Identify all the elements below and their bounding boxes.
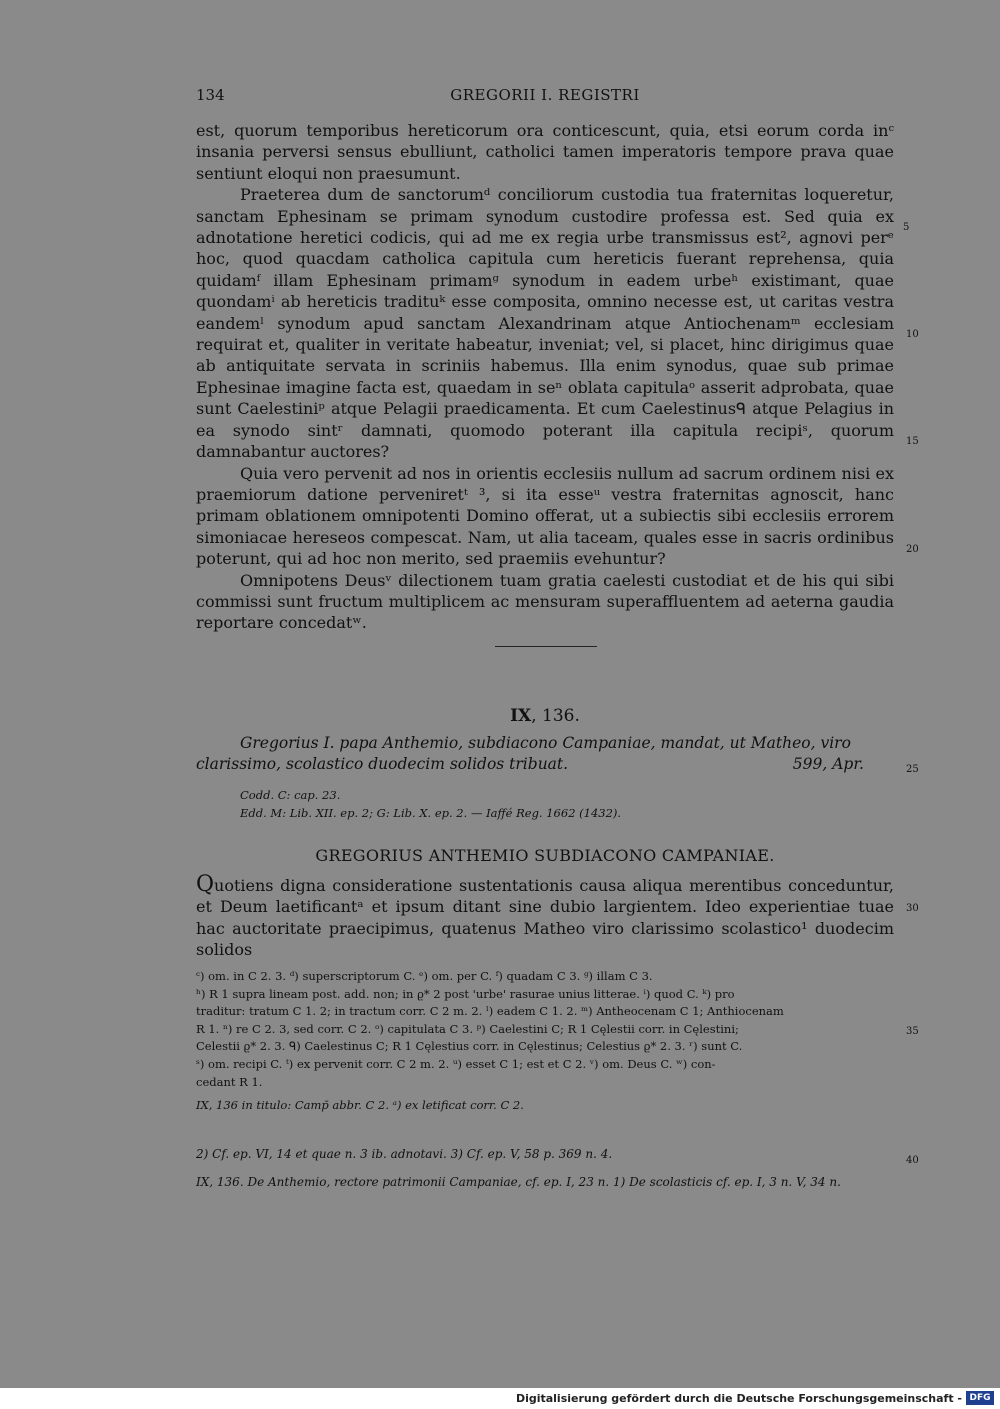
paragraph: Omnipotens Deusᵛ dilectionem tuam gratia caelesti custodiat et de his qui sibi commissi sunt fructum multiplicem ac mensuram superaffluentem ad aeterna gaudia reportare concedatʷ. [196,570,894,633]
line-number: 35 [906,1026,919,1037]
epistle-date: 599, Apr. [792,755,864,773]
codices-line: Codd. C: cap. 23. [240,788,341,802]
apparatus-line: traditur: tratum C 1. 2; in tractum corr. C 2 m. 2. ˡ) eadem C 1. 2. ᵐ) Antheocenam C 1; Anthiocenam [196,1004,784,1019]
line-number: 5 [903,222,910,233]
funding-credit: Digitalisierung gefördert durch die Deutsche Forschungsgemeinschaft - [515,1392,962,1405]
epistle-heading [196,706,894,726]
summary-line: clarissimo, scolastico duodecim solidos tribuat. [196,755,569,773]
page-number: 134 [196,86,225,104]
line-number: 40 [906,1155,919,1166]
letter-address: GREGORIUS ANTHEMIO SUBDIACONO CAMPANIAE. [315,846,775,865]
apparatus-title-note: IX, 136 in titulo: Camp̄ abbr. C 2. ᵃ) ex letificat corr. C 2. [196,1098,524,1113]
manuscript-info [240,786,621,822]
letter-continuation [196,120,894,634]
footnotes [196,1146,894,1201]
footnote: IX, 136. De Anthemio, rectore patrimonii Campaniae, cf. ep. I, 23 n. 1) De scolasticis cf. ep. I, 3 n. V, 34 n. [196,1174,841,1189]
editions-line: Edd. M: Lib. XII. ep. 2; G: Lib. X. ep. 2. — Iaffé Reg. 1662 (1432). [240,806,622,820]
line-number: 15 [906,436,919,447]
apparatus-line: ʰ) R 1 supra lineam post. add. non; in ϱ* 2 post 'urbe' rasurae unius litterae. ⁱ) quod C. ᵏ) pro [196,986,735,1001]
line-number: 20 [906,544,919,555]
epistle-summary [196,733,894,775]
paragraph: Quia vero pervenit ad nos in orientis ecclesiis nullum ad sacrum ordinem nisi ex praemiorum datione perveniretᵗ ³, si ita esseᵘ vestra fraternitas agnoscit, hanc primam oblationem omnipotenti Domino offerat, ut a subiectis sibi ecclesiis errorem simoniacae hereseos compescat. Nam, ut alia taceam, quales esse in sacris ordinibus poterunt, qui ad hoc non merito, sed praemiis evehuntur? [196,463,894,569]
paragraph: est, quorum temporibus hereticorum ora conticescunt, quia, etsi eorum corda inᶜ insania perversi sensus ebulliunt, catholici tamen imperatoris tempore prava quae sentiunt eloqui non praesumunt. [196,121,894,183]
footnote: 2) Cf. ep. VI, 14 et quae n. 3 ib. adnotavi. 3) Cf. ep. V, 58 p. 369 n. 4. [196,1147,613,1161]
apparatus-line: ᶜ) om. in C 2. 3. ᵈ) superscriptorum C. ᵉ) om. per C. ᶠ) quadam C 3. ᵍ) illam C 3. [196,969,653,983]
critical-apparatus [196,968,894,1115]
apparatus-line: R 1. ⁿ) re C 2. 3, sed corr. C 2. ᵒ) capitulata C 3. ᵖ) Caelestini C; R 1 Cęlestii corr. in Cęlestini; [196,1021,739,1036]
letter-text [196,874,894,961]
page-header [196,86,894,108]
apparatus-line: cedant R 1. [196,1074,263,1089]
line-number: 10 [906,329,919,340]
digitization-footer [0,1388,1000,1409]
summary-line: Gregorius I. papa Anthemio, subdiacono Campaniae, mandat, ut Matheo, viro [240,734,851,752]
dfg-logo: DFG [966,1391,994,1405]
running-title: GREGORII I. REGISTRI [450,86,640,104]
line-number: 30 [906,903,919,914]
epistle-book: IX [510,706,532,726]
line-number: 25 [906,764,919,775]
apparatus-line: ˢ) om. recipi C. ᵗ) ex pervenit corr. C 2 m. 2. ᵘ) esset C 1; est et C 2. ᵛ) om. Deus C. ʷ) con- [196,1056,716,1071]
drop-initial: Q [196,872,215,897]
epistle-number: , 136. [531,706,580,726]
letter-body: uotiens digna consideratione sustentationis causa aliqua merentibus conceduntur, et Deum laetificantᵃ et ipsum ditant sine dubio largientem. Ideo experientiae tuae hac auctoritate praecipimus, quatenus Matheo viro clarissimo scolastico¹ duodecim solidos [196,876,894,960]
paragraph: Praeterea dum de sanctorumᵈ conciliorum custodia tua fraternitas loqueretur, sanctam Ephesinam se primam synodum custodire professa est. Sed quia ex adnotatione heretici codicis, qui ad me ex regia urbe transmissus est², agnovi perᵉ hoc, quod quacdam catholica capitula cum hereticis fuerant reprehensa, quia quidamᶠ illam Ephesinam primamᵍ synodum in eadem urbeʰ existimant, quae quondamⁱ ab hereticis tradituᵏ esse composita, omnino necesse est, ut caritas vestra eandemˡ synodum apud sanctam Alexandrinam atque Antiochenamᵐ ecclesiam requirat et, qualiter in veritate habeatur, inveniat; vel, si placet, hinc dirigimus quae ab antiquitate servata in scriniis habemus. Illa enim synodus, quae sub primae Ephesinae imagine facta est, quaedam in seⁿ oblata capitulaᵒ asserit adprobata, quae sunt Caelestiniᵖ atque Pelagii praedicamenta. Et cum Caelestinusᑫ atque Pelagius in ea synodo sintʳ damnati, quomodo poterant illa capitula recipiˢ, quorum damnabantur auctores? [196,185,894,462]
section-divider [495,646,597,647]
apparatus-line: Celestii ϱ* 2. 3. ᑫ) Caelestinus C; R 1 Cęlestius corr. in Cęlestinus; Celestius ϱ* 2. 3. ʳ) sunt C. [196,1039,743,1054]
